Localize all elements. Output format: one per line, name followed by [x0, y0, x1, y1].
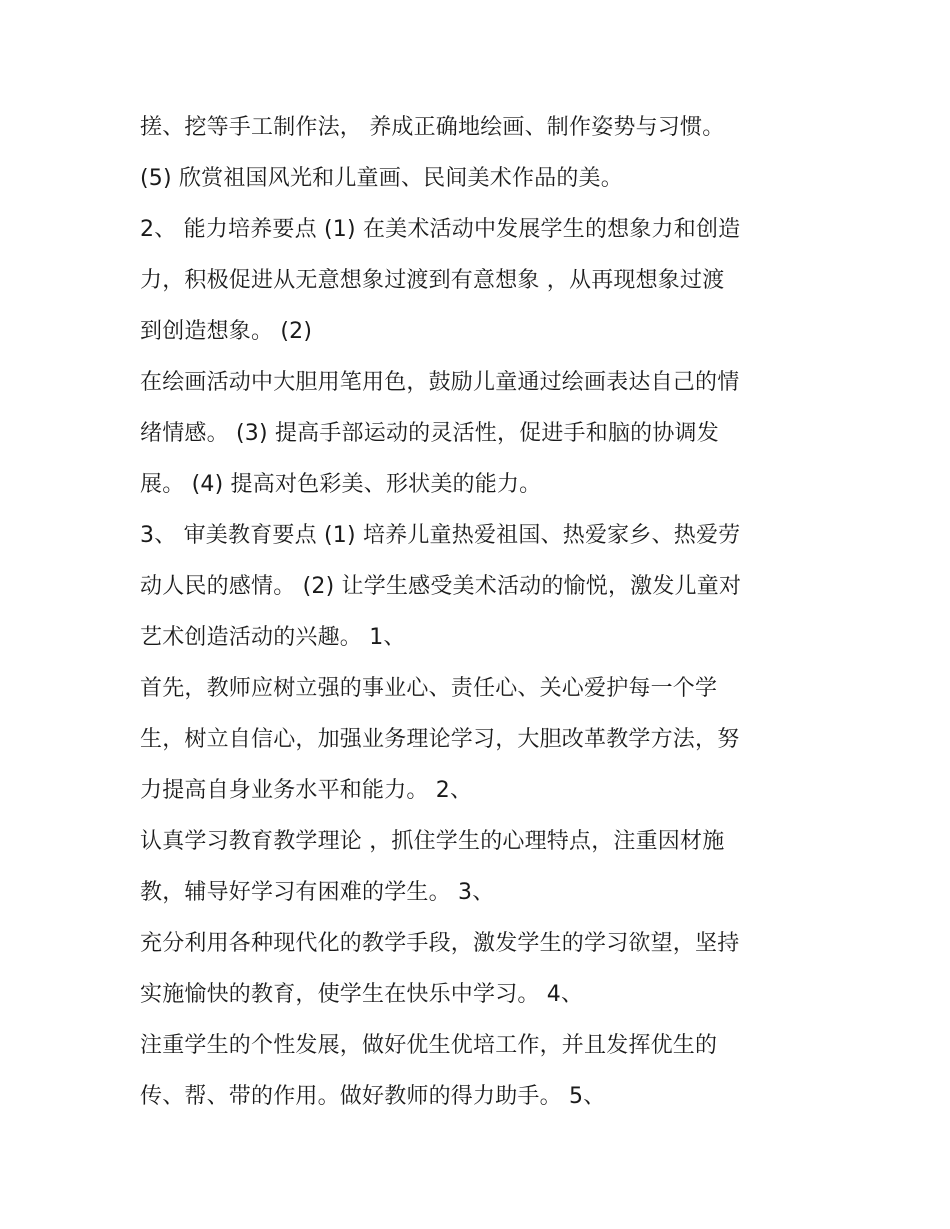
text-line: (5) 欣赏祖国风光和儿童画、民间美术作品的美。	[140, 166, 623, 191]
text-line: 教，辅导好学习有困难的学生。 3、	[140, 880, 495, 905]
text-line: 生，树立自信心，加强业务理论学习，大胆改革教学方法，努	[140, 727, 740, 752]
text-line: 艺术创造活动的兴趣。 1、	[140, 625, 406, 650]
text-line: 首先，教师应树立强的事业心、责任心、关心爱护每一个学	[140, 676, 718, 701]
text-line: 充分利用各种现代化的教学手段，激发学生的学习欲望，坚持	[140, 931, 740, 956]
text-line: 2、 能力培养要点 (1) 在美术活动中发展学生的想象力和创造	[140, 217, 741, 242]
text-line: 绪情感。 (3) 提高手部运动的灵活性，促进手和脑的协调发	[140, 421, 719, 446]
text-line: 3、 审美教育要点 (1) 培养儿童热爱祖国、热爱家乡、热爱劳	[140, 523, 741, 548]
text-line: 力，积极促进从无意想象过渡到有意想象 ，从再现想象过渡	[140, 268, 725, 293]
text-line: 动人民的感情。 (2) 让学生感受美术活动的愉悦，激发儿童对	[140, 574, 742, 599]
text-line: 到创造想象。 (2)	[140, 319, 313, 344]
text-line: 搓、挖等手工制作法， 养成正确地绘画、制作姿势与习惯。	[140, 115, 725, 140]
text-line: 传、帮、带的作用。做好教师的得力助手。 5、	[140, 1084, 606, 1109]
text-line: 认真学习教育教学理论 ，抓住学生的心理特点，注重因材施	[140, 829, 725, 854]
text-line: 展。 (4) 提高对色彩美、形状美的能力。	[140, 472, 542, 497]
text-line: 注重学生的个性发展，做好优生优培工作，并且发挥优生的	[140, 1033, 718, 1058]
text-line: 力提高自身业务水平和能力。 2、	[140, 778, 473, 803]
text-line: 实施愉快的教育，使学生在快乐中学习。 4、	[140, 982, 584, 1007]
text-line: 在绘画活动中大胆用笔用色，鼓励儿童通过绘画表达自己的情	[140, 370, 740, 395]
